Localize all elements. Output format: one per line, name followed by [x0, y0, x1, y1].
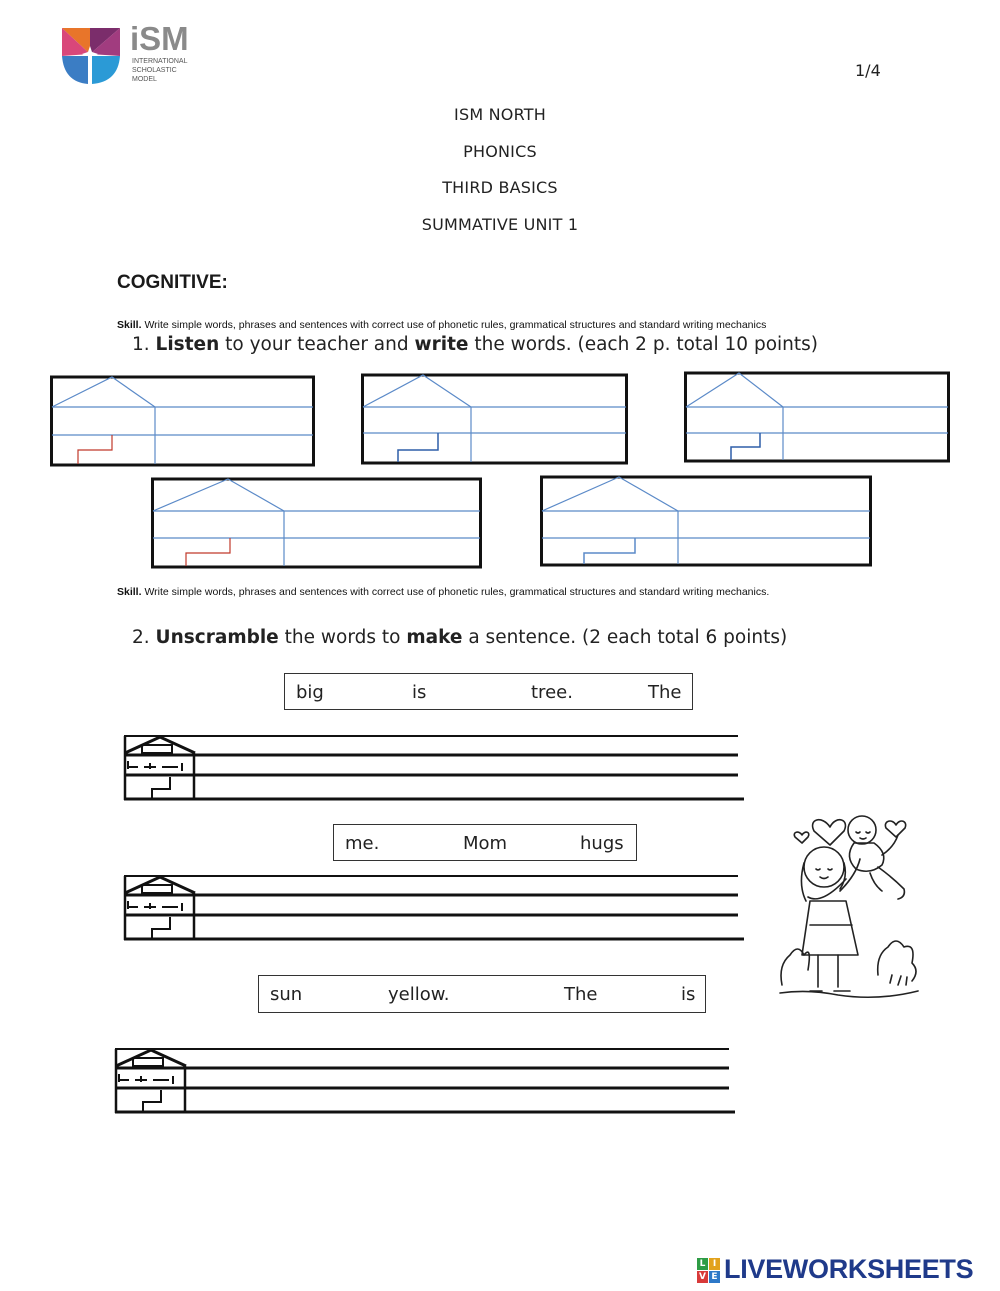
writing-box-1[interactable]	[50, 375, 315, 467]
title-grade: THIRD BASICS	[442, 178, 558, 197]
page-number: 1/4	[855, 61, 881, 80]
question-number: 2.	[132, 627, 150, 648]
writing-box-5[interactable]	[540, 475, 872, 567]
mother-child-illustration	[778, 805, 923, 1005]
scramble-word: hugs	[580, 833, 624, 854]
scramble-box-2	[333, 824, 637, 861]
scramble-box-1	[284, 673, 693, 710]
question-number: 1.	[132, 334, 150, 355]
scramble-box-3	[258, 975, 706, 1013]
answer-lines-2[interactable]	[120, 873, 745, 943]
question-keyword: Listen	[155, 334, 220, 355]
badge-letter: V	[697, 1271, 708, 1283]
logo-sub-3: MODEL	[132, 76, 157, 83]
badge-letter: E	[709, 1271, 720, 1283]
scramble-word: yellow.	[388, 984, 450, 1005]
question-keyword: make	[406, 627, 463, 648]
logo-name: iSM	[130, 20, 189, 57]
question-text: the words to	[284, 627, 401, 648]
scramble-word: Mom	[463, 833, 508, 854]
scramble-word: tree.	[531, 682, 573, 703]
badge-letter: L	[697, 1258, 708, 1270]
section-heading: COGNITIVE:	[117, 272, 228, 293]
question-keyword: write	[414, 334, 469, 355]
title-school: ISM NORTH	[454, 105, 546, 124]
scramble-word: me.	[345, 833, 380, 854]
question-1	[132, 334, 818, 355]
scramble-word: The	[564, 984, 598, 1005]
answer-lines-3[interactable]	[111, 1046, 736, 1116]
writing-box-4[interactable]	[151, 477, 482, 569]
scramble-word: sun	[270, 984, 303, 1005]
title-unit: SUMMATIVE UNIT 1	[421, 215, 579, 234]
scramble-word: The	[648, 682, 682, 703]
skill-label: Skill.	[117, 586, 142, 598]
question-keyword: Unscramble	[155, 627, 279, 648]
badge-letter: I	[709, 1258, 720, 1270]
question-2	[132, 627, 787, 648]
liveworksheets-brand[interactable]: LIVEWORKSHEETS	[724, 1254, 974, 1284]
scramble-word: big	[296, 682, 324, 703]
ism-logo	[60, 20, 205, 86]
skill-statement-1	[117, 319, 766, 331]
writing-box-2[interactable]	[361, 373, 628, 465]
question-text: the words. (each 2 p. total 10 points)	[474, 334, 818, 355]
logo-sub-1: INTERNATIONAL	[132, 58, 188, 65]
liveworksheets-badge	[697, 1258, 721, 1284]
scramble-word: is	[412, 682, 427, 703]
answer-lines-1[interactable]	[120, 733, 745, 803]
ism-emblem-icon	[60, 24, 122, 86]
logo-sub-2: SCHOLASTIC	[132, 67, 177, 74]
skill-text: Write simple words, phrases and sentences with correct use of phonetic rules, grammatical structures and standard writing mechanics.	[144, 586, 770, 598]
question-text: to your teacher and	[225, 334, 409, 355]
skill-statement-2	[117, 586, 769, 598]
title-subject: PHONICS	[463, 142, 537, 161]
skill-label: Skill.	[117, 319, 142, 331]
skill-text: Write simple words, phrases and sentences with correct use of phonetic rules, grammatical structures and standard writing mechanics	[144, 319, 767, 331]
writing-box-3[interactable]	[684, 371, 950, 463]
question-text: a sentence. (2 each total 6 points)	[468, 627, 788, 648]
scramble-word: is	[681, 984, 696, 1005]
